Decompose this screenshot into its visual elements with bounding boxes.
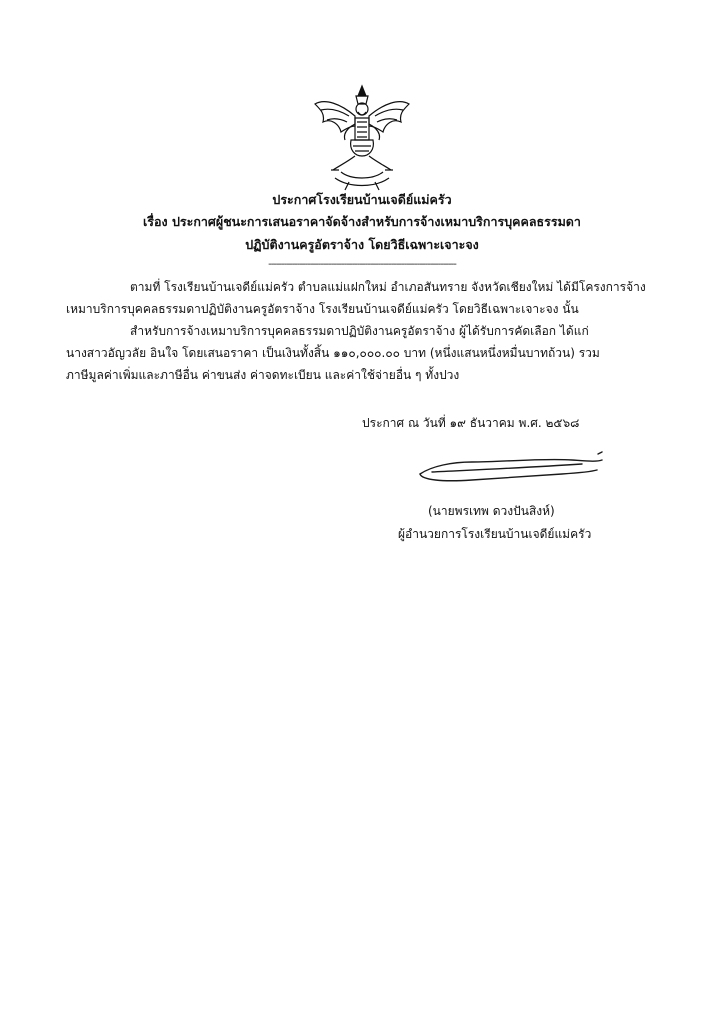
signer-title: ผู้อำนวยการโรงเรียนบ้านเจดีย์แม่ครัว xyxy=(398,527,592,541)
announcement-date: ประกาศ ณ วันที่ ๑๙ ธันวาคม พ.ศ. ๒๕๖๘ xyxy=(362,416,580,430)
paragraph-2-line-3: ภาษีมูลค่าเพิ่มและภาษีอื่น ค่าขนส่ง ค่าจดทะเบียน และค่าใช้จ่ายอื่น ๆ ทั้งปวง xyxy=(66,368,460,382)
document-subject: เรื่อง ประกาศผู้ชนะการเสนอราคาจัดจ้างสำหรับการจ้างเหมาบริการบุคคลธรรมดา xyxy=(143,214,581,229)
paragraph-1-line-1: ตามที่ โรงเรียนบ้านเจดีย์แม่ครัว ตำบลแม่แฝกใหม่ อำเภอสันทราย จังหวัดเชียงใหม่ ได้มีโครงการจ้าง xyxy=(130,280,646,294)
paragraph-2-line-1: สำหรับการจ้างเหมาบริการบุคคลธรรมดาปฏิบัติงานครูอัตราจ้าง ผู้ได้รับการคัดเลือก ได้แก่ xyxy=(130,324,589,338)
document-title: ประกาศโรงเรียนบ้านเจดีย์แม่ครัว xyxy=(272,192,452,207)
paragraph-2-line-2: นางสาวอัญวลัย อินใจ โดยเสนอราคา เป็นเงินทั้งสิ้น ๑๑๐,๐๐๐.๐๐ บาท (หนึ่งแสนหนึ่งหมื่นบาทถ้วน) รวม xyxy=(66,346,600,360)
signer-name: (นายพรเทพ ดวงปันสิงห์) xyxy=(428,504,555,518)
title-divider: ------------------------------------------------------------------------ xyxy=(268,259,456,270)
document-subject-continued: ปฏิบัติงานครูอัตราจ้าง โดยวิธีเฉพาะเจาะจง xyxy=(245,237,479,252)
garuda-emblem-icon xyxy=(311,84,413,192)
handwritten-signature-icon xyxy=(412,448,612,488)
paragraph-1-line-2: เหมาบริการบุคคลธรรมดาปฏิบัติงานครูอัตราจ้าง โรงเรียนบ้านเจดีย์แม่ครัว โดยวิธีเฉพาะเจาะจง นั้น xyxy=(66,302,579,316)
